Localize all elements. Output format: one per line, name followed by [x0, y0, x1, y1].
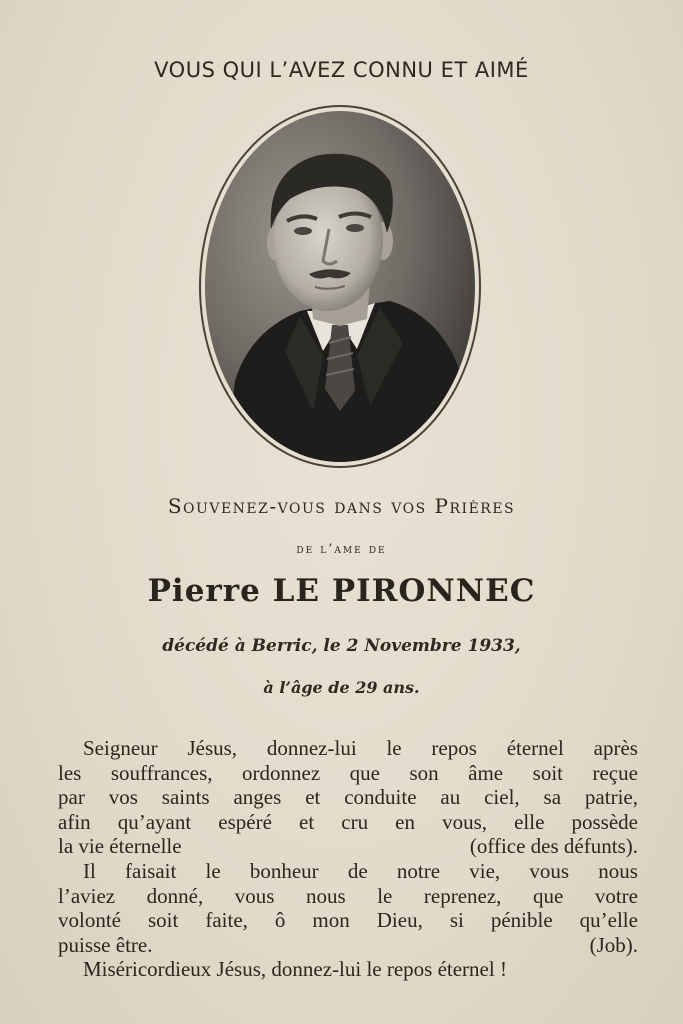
prayer-word: si — [449, 908, 464, 933]
prayer-word: ô — [274, 908, 286, 933]
prayer-word: nous — [305, 883, 346, 908]
prayer-word: vous — [529, 858, 570, 883]
prayer-word: vous — [234, 883, 275, 908]
prayer-word: Jésus, — [187, 736, 238, 760]
prayer-line — [58, 884, 638, 909]
prayer-word: espéré — [218, 809, 272, 834]
prayer-word: Dieu, — [376, 908, 423, 933]
prayer-word: par — [58, 785, 85, 810]
prayer-word: les — [58, 760, 82, 785]
prayer-word: notre — [396, 858, 441, 883]
prayer-word: mon — [312, 908, 350, 933]
prayer-source: (office des défunts). — [469, 834, 638, 859]
prayer-word: saints — [161, 785, 210, 810]
prayer-word: donné, — [146, 883, 204, 908]
prayer-word: et — [305, 785, 321, 810]
prayer-line — [58, 834, 638, 859]
portrait-photo — [205, 111, 475, 462]
prayer-line — [58, 810, 638, 835]
prayer-word: bonheur — [249, 858, 319, 883]
prayer-word: âme — [468, 760, 504, 785]
prayer-word: Seigneur — [83, 736, 158, 760]
prayer-word: et — [299, 809, 315, 834]
prayer-word: que — [532, 883, 564, 908]
prayer-word: vos — [108, 785, 138, 810]
prayer-word: qu’ayant — [117, 809, 192, 834]
prayer-word: votre — [594, 883, 638, 908]
prayer-word: nous — [598, 858, 638, 883]
prayer-word: afin — [58, 809, 91, 834]
prayer-word: patrie, — [584, 785, 638, 810]
deceased-name: Pierre LE PIRONNEC — [147, 573, 536, 609]
prayer-word: donnez-lui — [266, 736, 357, 760]
prayer-word: faisait — [125, 858, 177, 883]
prayer-line — [58, 859, 638, 884]
prayer-word: le — [205, 858, 221, 883]
prayer-source: (Job). — [589, 932, 638, 957]
prayer-word: au — [440, 785, 461, 810]
prayer-line — [58, 908, 638, 933]
soul-of-line: de l’ame de — [296, 542, 387, 557]
prayer-word: le — [377, 883, 393, 908]
prayer-word: l’aviez — [58, 883, 116, 908]
prayer-word: sa — [543, 785, 562, 810]
prayer-word: souffrances, — [110, 760, 213, 785]
prayer-line — [58, 957, 638, 982]
prayer-word: reçue — [592, 760, 638, 785]
prayer-word: cru — [341, 809, 369, 834]
prayer-word: vie, — [469, 858, 501, 883]
prayer-word: conduite — [344, 785, 417, 810]
prayer-word: qu’elle — [579, 908, 638, 933]
prayer-word: en — [395, 809, 415, 834]
prayer-line — [58, 736, 638, 761]
prayer-word: pénible — [490, 908, 553, 933]
age-at-death: à l’âge de 29 ans. — [263, 678, 420, 697]
prayer-word: éternel — [506, 736, 564, 760]
prayer-word: faite, — [205, 908, 248, 933]
prayer-word: vous, — [442, 809, 487, 834]
death-date-place: décédé à Berric, le 2 Novembre 1933, — [162, 636, 521, 656]
prayer-word: soit — [532, 760, 563, 785]
prayer-line — [58, 785, 638, 810]
prayer-word: après — [593, 736, 638, 760]
prayer-word: repos — [431, 736, 477, 760]
prayer-word: elle — [514, 809, 545, 834]
prayer-line-text: puisse être. — [58, 932, 153, 957]
prayer-word: volonté — [58, 908, 121, 933]
prayer-word: son — [409, 760, 439, 785]
remember-heading: Souvenez-vous dans vos Prières — [167, 494, 516, 518]
card-header: VOUS QUI L’AVEZ CONNU ET AIMÉ — [154, 58, 529, 82]
portrait-frame — [199, 105, 481, 468]
prayer-line — [58, 933, 638, 958]
prayer-word: possède — [571, 809, 638, 834]
prayer-word: soit — [148, 908, 179, 933]
prayer-line — [58, 761, 638, 786]
prayer-word: reprenez, — [423, 883, 502, 908]
prayer-line-text: Miséricordieux Jésus, donnez-lui le repos éternel ! — [83, 957, 507, 982]
prayer-word: anges — [233, 785, 282, 810]
prayer-word: ciel, — [484, 785, 520, 810]
prayer-word: ordonnez — [242, 760, 321, 785]
prayer-word: le — [386, 736, 402, 760]
prayer-text — [58, 736, 638, 982]
prayer-line-text: la vie éternelle — [58, 834, 182, 859]
prayer-word: que — [349, 760, 380, 785]
prayer-word: de — [347, 858, 368, 883]
prayer-word: Il — [83, 858, 96, 883]
